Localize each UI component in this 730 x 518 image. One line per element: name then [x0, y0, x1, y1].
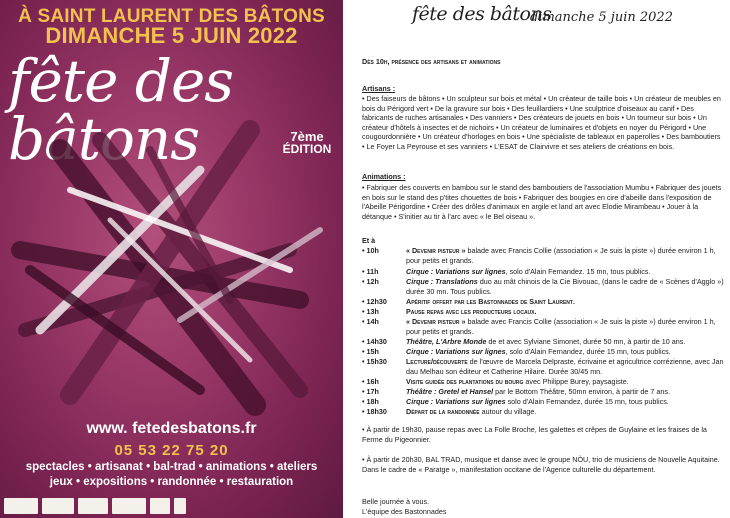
artisans-heading: Artisans :	[362, 84, 396, 93]
schedule-time: • 15h	[362, 347, 379, 356]
crossed-sticks-artwork	[0, 0, 343, 518]
sponsor-logo	[174, 498, 186, 514]
evening-ball: • À partir de 20h30, BAL TRAD, musique et danse avec le groupe NÒU, trio de musiciens de Nouvelle Aquitaine. Dans le cadre de « Paratge », manifestation occitane de l'Agence culturelle du département.	[362, 455, 720, 474]
schedule-lead: Départ de la randonnée	[406, 407, 480, 416]
schedule-lead: Lecture/découverte	[406, 357, 468, 366]
schedule-time: • 11h	[362, 267, 379, 276]
poster-activities-line1: spectacles • artisanat • bal-trad • animations • ateliers	[25, 461, 318, 473]
schedule-text: , solo d'Alain Fernandez. 15 mn, tous publics.	[505, 267, 651, 276]
schedule-lead: Cirque : Variations sur lignes	[406, 347, 506, 356]
schedule-time: • 18h30	[362, 407, 387, 416]
schedule-time: • 10h	[362, 246, 379, 255]
schedule-lead: Cirque : Variations sur lignes	[406, 267, 506, 276]
intro-line: Dès 10h, présence des artisans et animations	[362, 57, 501, 66]
schedule-lead: Cirque : Variations sur lignes	[406, 397, 506, 406]
schedule-text: avec Philippe Burey, paysagiste.	[523, 377, 629, 386]
schedule-lead: « Devenir pisteur »	[406, 317, 466, 326]
schedule-time: • 15h30	[362, 357, 387, 366]
schedule-time: • 14h	[362, 317, 379, 326]
program-header-date: dimanche 5 juin 2022	[530, 10, 673, 25]
poster-activities-line2: jeux • expositions • randonnée • restauration	[49, 476, 294, 488]
schedule-text: de et avec Sylviane Simonet, durée 50 mn, à partir de 10 ans.	[486, 337, 686, 346]
schedule-time: • 13h	[362, 307, 379, 316]
poster-phone: 05 53 22 75 20	[114, 442, 229, 459]
schedule-text: , solo d'Alain Fernandez, durée 15 mn, tous publics.	[505, 347, 671, 356]
schedule-text: balade avec Francis Collie (association « Je suis la piste ») durée environ 1 h, pour petits et grands.	[406, 246, 716, 265]
program-page	[352, 0, 726, 518]
schedule-lead: « Devenir pisteur »	[406, 246, 466, 255]
sponsor-logo	[150, 498, 170, 514]
poster-website: www. fetedesbatons.fr	[86, 420, 257, 437]
program-header-title: fête des bâtons	[412, 3, 552, 25]
sponsor-logos	[4, 497, 342, 515]
schedule-text: de l'œuvre de Marcela Delpraste, écrivaine et agricultrice corrézienne, avec Jan dau Melhau son éditeur et Catherine Hilaire. Durée 30/45 mn.	[406, 357, 724, 376]
animations-list: • Fabriquer des couverts en bambou sur le stand des bamboutiers de l'association Mumbu • Fabriquer des jouets en bois sur le stand des p'tites chouettes de bois • Fabriquer des bougies en cire d'abeille dans l'exposition de l'Abeille Périgordine • Créer des drôles d'animaux en argile et land art avec Elodie Mirambeau • Jouer à la détanque • S'initier au tir à l'arc avec « le Bel oiseau ».	[362, 183, 722, 221]
schedule-time: • 16h	[362, 377, 379, 386]
animations-heading: Animations :	[362, 172, 406, 181]
schedule-text: par le Bottom Théâtre, 50mn environ, à partir de 7 ans.	[493, 387, 670, 396]
closing-greeting: Belle journée à vous.	[362, 497, 430, 506]
schedule-lead: Visite guidée des plantations du bourg	[406, 377, 524, 386]
schedule-time: • 17h	[362, 387, 379, 396]
sponsor-logo	[14, 498, 34, 514]
program-header	[410, 2, 720, 30]
schedule-text: balade avec Francis Collie (association « Je suis la piste ») durée environ 1 h, pour petits et grands.	[406, 317, 716, 336]
artisans-list: • Des faiseurs de bâtons • Un sculpteur sur bois et métal • Un créateur de taille bois • Un créateur de meubles en bois du Périgord vert • De la gravure sur bois • Des feuillardiers • Une sculptrice d'oiseaux au canif • Des fabricants de ruches artisanales • Des vanniers • Des créateurs de jouets en bois • Un tourneur sur bois • Un créateur d'hôtels à insectes et de nichoirs • Un créateur de luminaires et d'objets en noyer du Périgord • Une cougourdonnière • Un créateur d'horloges en bois • Une spécialiste de tableaux en paperolles • Des bamboutiers • Le Foyer La Peyrouse et ses vanniers • L'ESAT de Clairvivre et ses ateliers de créations en bois.	[362, 94, 721, 151]
sponsor-logo	[78, 498, 108, 514]
poster-date: DIMANCHE 5 JUIN 2022	[45, 23, 298, 48]
schedule-time: • 14h30	[362, 337, 387, 346]
schedule-lead: Apéritif offert par les Bastonnades de Saint Laurent.	[406, 297, 575, 306]
schedule-text: duo au mât chinois de la Cie Bivouac, (dans le cadre de « Scènes d'Agglo ») durée 30 mn. Tous publics.	[406, 277, 724, 296]
schedule-intro: Et à	[362, 236, 376, 245]
event-poster	[0, 0, 343, 518]
sponsor-logo	[112, 498, 146, 514]
schedule-text: autour du village.	[479, 407, 537, 416]
schedule-text: solo d'Alain Fernandez, durée 15 mn, tous publics.	[505, 397, 669, 406]
edition-word: ÉDITION	[282, 142, 332, 156]
schedule-lead: Théâtre, L'Arbre Monde	[406, 337, 487, 346]
poster-location: À SAINT LAURENT DES BÂTONS	[18, 6, 325, 27]
edition-number: 7ème	[290, 129, 324, 144]
schedule-time: • 12h30	[362, 297, 387, 306]
schedule-time: • 18h	[362, 397, 379, 406]
schedule-lead: Cirque : Translations	[406, 277, 478, 286]
schedule-time: • 12h	[362, 277, 379, 286]
poster-title: fête des bâtons	[8, 47, 234, 173]
evening-meal: • À partir de 19h30, pause repas avec La Folle Broche, les galettes et crêpes de Guylaine et les fraises de la Ferme du Pigeonnier.	[362, 425, 707, 444]
closing-signature: L'équipe des Bastonnades	[362, 507, 447, 516]
schedule-lead: Pause repas avec les producteurs locaux.	[406, 307, 537, 316]
schedule-lead: Théâtre : Gretel et Hansel	[406, 387, 494, 396]
